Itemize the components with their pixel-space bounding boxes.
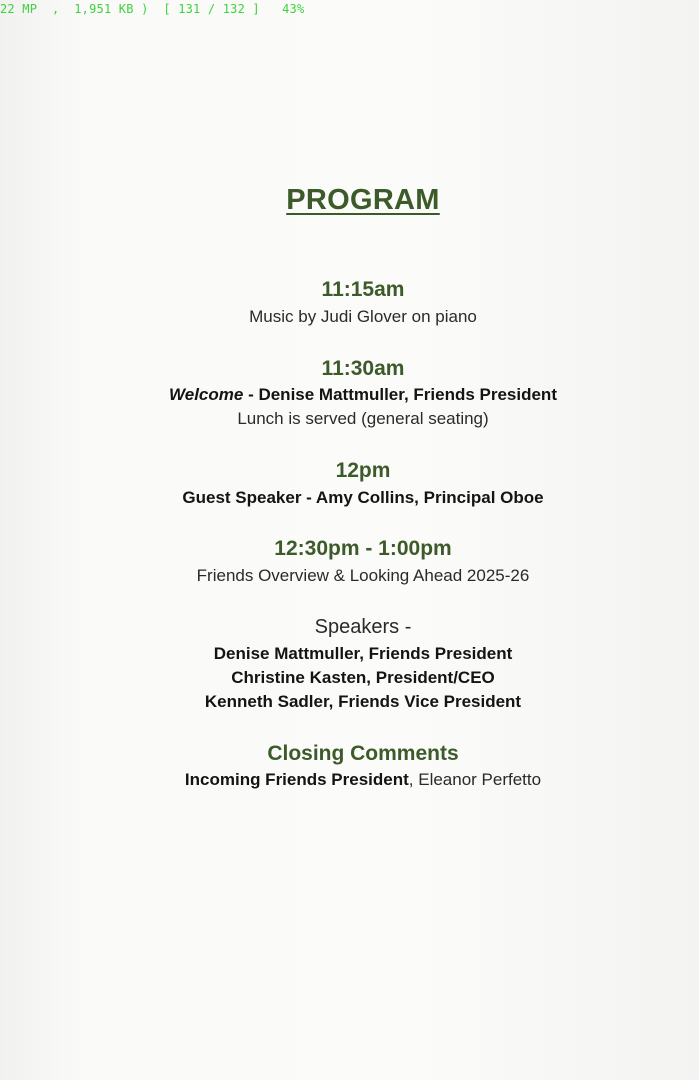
program-time: 11:30am bbox=[321, 357, 405, 380]
speaker-name: Christine Kasten, President/CEO bbox=[231, 668, 495, 687]
viewer-status-bar: 22 MP , 1,951 KB ) [ 131 / 132 ] 43% bbox=[0, 2, 305, 16]
closing-line bbox=[0, 770, 699, 790]
program-line: Friends Overview & Looking Ahead 2025-26 bbox=[196, 566, 530, 585]
program-line: Guest Speaker - Amy Collins, Principal Oboe bbox=[182, 488, 544, 507]
program-time: 12pm bbox=[335, 459, 391, 482]
program-line: Music by Judi Glover on piano bbox=[249, 307, 477, 326]
closing-role: Incoming Friends President bbox=[184, 770, 409, 789]
program-time: 11:15am bbox=[321, 278, 405, 301]
speakers-heading: Speakers - bbox=[314, 616, 412, 638]
closing-heading: Closing Comments bbox=[267, 742, 459, 765]
program-time: 12:30pm - 1:00pm bbox=[274, 537, 452, 560]
speaker-name: Denise Mattmuller, Friends President bbox=[213, 644, 513, 663]
welcome-speaker: - Denise Mattmuller, Friends President bbox=[243, 385, 557, 404]
closing-name: , Eleanor Perfetto bbox=[408, 770, 542, 789]
program-line-welcome bbox=[0, 385, 699, 405]
welcome-label: Welcome bbox=[169, 385, 244, 404]
program-line: Lunch is served (general seating) bbox=[237, 409, 489, 428]
speaker-name: Kenneth Sadler, Friends Vice President bbox=[204, 692, 522, 711]
page-title: PROGRAM bbox=[286, 184, 440, 216]
